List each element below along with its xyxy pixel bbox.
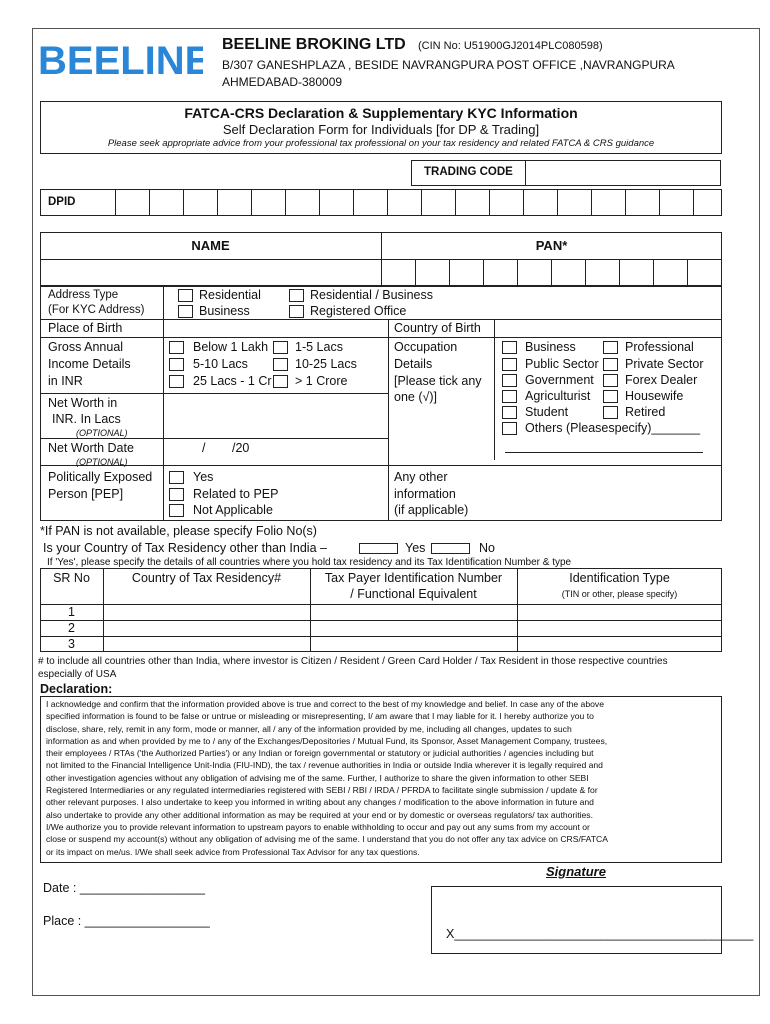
- occupation-others-label: Others (Pleasespecify)_______: [525, 421, 701, 435]
- business-label: Business: [199, 304, 250, 318]
- net-worth-label-1: Net Worth in: [48, 396, 118, 410]
- place-of-birth-input[interactable]: [164, 320, 387, 336]
- occupation-others-line[interactable]: [505, 452, 703, 453]
- occupation-student-label: Student: [525, 405, 569, 419]
- address-line-1: B/307 GANESHPLAZA , BESIDE NAVRANGPURA POST OFFICE ,NAVRANGPURA: [222, 58, 675, 72]
- income-below-1-lakh-label: Below 1 Lakh: [193, 340, 269, 354]
- occupation-retired-checkbox[interactable]: [603, 406, 618, 419]
- tax-residency-question: Is your Country of Tax Residency other than India –: [43, 541, 327, 555]
- other-info-input[interactable]: [495, 466, 721, 520]
- income-above-1-crore-checkbox[interactable]: [273, 375, 288, 388]
- occupation-government-checkbox[interactable]: [502, 374, 517, 387]
- net-worth-label-2: INR. In Lacs: [52, 412, 121, 426]
- tax-residency-yes-label: Yes: [405, 541, 426, 555]
- if-yes-note: If 'Yes', please specify the details of all countries where you hold tax residency and its Tax Identification Number & type: [47, 557, 572, 568]
- declaration-line: I acknowledge and confirm that the information provided above is true and correct to the best of my knowledge and belief. In case any of the above: [46, 699, 604, 709]
- pep-yes-label: Yes: [193, 470, 214, 484]
- business-checkbox[interactable]: [178, 305, 193, 318]
- occupation-label-1: Occupation: [394, 340, 458, 354]
- net-worth-date-optional: (OPTIONAL): [76, 457, 128, 467]
- pep-label-2: Person [PEP]: [48, 487, 124, 501]
- occupation-retired-label: Retired: [625, 405, 666, 419]
- income-25-lacs-1-cr-checkbox[interactable]: [169, 375, 184, 388]
- pep-yes-checkbox[interactable]: [169, 471, 184, 484]
- col-id-type: Identification Type: [569, 571, 670, 585]
- occupation-private-sector-label: Private Sector: [625, 357, 704, 371]
- beeline-logo: [38, 38, 203, 80]
- table-row-1-sr: 1: [68, 605, 75, 619]
- address-line-2: AHMEDABAD-380009: [222, 75, 343, 89]
- divider: [388, 319, 389, 521]
- pep-label-1: Politically Exposed: [48, 470, 153, 484]
- occupation-forex-dealer-checkbox[interactable]: [603, 374, 618, 387]
- dpid-label: DPID: [48, 196, 76, 208]
- other-info-label-1: Any other: [394, 470, 448, 484]
- occupation-business-label: Business: [525, 340, 576, 354]
- divider: [525, 160, 526, 186]
- registered-office-checkbox[interactable]: [289, 305, 304, 318]
- form-subtitle: Self Declaration Form for Individuals [for DP & Trading]: [222, 122, 540, 137]
- pep-related-label: Related to PEP: [193, 487, 279, 501]
- res-business-checkbox[interactable]: [289, 289, 304, 302]
- declaration-line: not limited to the Financial Intelligence Unit-India (FIU-IND), the tax / revenue authorities in India or outside India wherever it is legally required and: [46, 760, 603, 771]
- res-business-label: Residential / Business: [310, 288, 433, 302]
- occupation-public-sector-label: Public Sector: [525, 357, 599, 371]
- declaration-heading: Declaration:: [40, 682, 113, 696]
- declaration-line: their employees / RTAs ('the Authorized Parties') or any Indian or foreign governmental or statutory or judicial authorities / agencies including but: [46, 748, 594, 759]
- declaration-line: other investigation agencies without any obligation of advising me of the same. Further, I authorize to share the given information to other SEBI: [46, 772, 589, 783]
- gross-income-label-2: Income Details: [48, 357, 131, 371]
- tax-residency-no-label: No: [479, 541, 495, 555]
- divider: [40, 337, 722, 338]
- gross-income-label-3: in INR: [48, 374, 83, 388]
- advice-note: Please seek appropriate advice from your professional tax professional on your tax residency and related FATCA & CRS guidance: [107, 138, 655, 149]
- declaration-line: I/We authorize you to provide relevant information to upstream payors to enable withholding to occur and pay out any sums from my account or: [46, 821, 590, 832]
- company-name: BEELINE BROKING LTD: [222, 36, 406, 53]
- dpid-row[interactable]: [40, 189, 722, 216]
- table-row-3-sr: 3: [68, 637, 75, 651]
- divider: [40, 604, 722, 605]
- cin-number: (CIN No: U51900GJ2014PLC080598): [418, 40, 603, 52]
- net-worth-input[interactable]: [164, 394, 387, 437]
- col-tin-2: / Functional Equivalent: [350, 587, 477, 601]
- country-of-birth-label: Country of Birth: [394, 321, 481, 335]
- income-1-5-lacs-label: 1-5 Lacs: [295, 340, 343, 354]
- tax-residency-yes-box[interactable]: [359, 543, 398, 554]
- col-id-type-sub: (TIN or other, please specify): [561, 589, 678, 599]
- date-year: /20: [232, 441, 250, 455]
- occupation-label-3: [Please tick any: [394, 374, 482, 388]
- trading-code-label: TRADING CODE: [424, 166, 513, 178]
- income-5-10-lacs-label: 5-10 Lacs: [193, 357, 248, 371]
- hash-note-2: especially of USA: [38, 669, 117, 680]
- income-below-1-lakh-checkbox[interactable]: [169, 341, 184, 354]
- income-10-25-lacs-checkbox[interactable]: [273, 358, 288, 371]
- occupation-public-sector-checkbox[interactable]: [502, 358, 517, 371]
- place-field[interactable]: Place : __________________: [43, 914, 210, 928]
- declaration-line: also undertake to provide any other additional information as may be required at your end or by domestic or overseas regulators/ tax authorities.: [46, 809, 593, 820]
- income-25-lacs-1-cr-label: 25 Lacs - 1 Cr: [193, 374, 272, 388]
- other-info-label-2: information: [394, 487, 456, 501]
- occupation-government-label: Government: [525, 373, 594, 387]
- tax-residency-no-box[interactable]: [431, 543, 470, 554]
- occupation-professional-label: Professional: [625, 340, 694, 354]
- declaration-text: [46, 698, 718, 858]
- registered-office-label: Registered Office: [310, 304, 407, 318]
- declaration-line: information as and when provided by me to / any of the Exchanges/Depositories / Mutual Fund, its Sponsor, Asset Management Company, trustees,: [46, 735, 608, 746]
- occupation-others-checkbox[interactable]: [502, 422, 517, 435]
- pan-label: PAN*: [535, 238, 568, 253]
- net-worth-date-label: Net Worth Date: [48, 441, 134, 455]
- occupation-label-2: Details: [394, 357, 433, 371]
- col-country: Country of Tax Residency#: [131, 571, 282, 585]
- form-title: FATCA-CRS Declaration & Supplementary KYC Information: [184, 105, 578, 121]
- occupation-housewife-label: Housewife: [625, 389, 684, 403]
- divider: [40, 438, 388, 439]
- address-type-sub-label: (For KYC Address): [48, 304, 145, 316]
- occupation-private-sector-checkbox[interactable]: [603, 358, 618, 371]
- declaration-line: disclose, share, rely, remit in any form, mode or manner, all / any of the information provided by me, including all changes, updates to such: [46, 723, 572, 734]
- declaration-line: Registered Intermediaries or any regulated intermediaries registered with SEBI / RBI / IRDA / PFRDA to facilitate single submission / update & for: [46, 785, 598, 796]
- occupation-forex-dealer-label: Forex Dealer: [625, 373, 698, 387]
- gross-income-label-1: Gross Annual: [48, 340, 124, 354]
- pep-related-checkbox[interactable]: [169, 488, 184, 501]
- col-sr-no: SR No: [53, 571, 90, 585]
- declaration-line: close or suspend my account(s) without any obligation of advising me of the same. I understand that you do not offer any tax advice on CRS/FATCA: [46, 834, 608, 845]
- place-of-birth-label: Place of Birth: [48, 321, 123, 335]
- logo-graphic: [38, 38, 203, 80]
- occupation-student-checkbox[interactable]: [502, 406, 517, 419]
- logo-text: BEELINE: [38, 39, 203, 80]
- declaration-line: specified information is found to be false or untrue or misleading or misrepresenting, I/ am aware that I may liable for it. I hereby authorize you to: [46, 711, 594, 722]
- pep-not-applicable-label: Not Applicable: [193, 503, 273, 517]
- declaration-line: or its impact on me/us. I/We shall seek advice from Professional Tax Advisor for any tax questions.: [46, 846, 420, 857]
- declaration-line: other relevant purposes. I also undertake to keep you informed in writing about any changes / modification to the above information in future and: [46, 797, 594, 808]
- name-input[interactable]: [41, 260, 380, 285]
- pep-not-applicable-checkbox[interactable]: [169, 504, 184, 517]
- hash-note-1: # to include all countries other than India, where investor is Citizen / Resident / Green Card Holder / Tax Resident in those respective countries: [38, 656, 668, 667]
- divider: [40, 636, 722, 637]
- occupation-agriculturist-label: Agriculturist: [525, 389, 591, 403]
- income-10-25-lacs-label: 10-25 Lacs: [295, 357, 357, 371]
- table-row-2-sr: 2: [68, 621, 75, 635]
- address-type-label: Address Type: [48, 289, 119, 301]
- divider: [40, 620, 722, 621]
- other-info-label-3: (if applicable): [394, 503, 469, 517]
- income-5-10-lacs-checkbox[interactable]: [169, 358, 184, 371]
- occupation-business-checkbox[interactable]: [502, 341, 517, 354]
- income-1-5-lacs-checkbox[interactable]: [273, 341, 288, 354]
- residential-checkbox[interactable]: [178, 289, 193, 302]
- signature-box[interactable]: [431, 886, 722, 954]
- divider: [494, 319, 495, 460]
- pan-note: *If PAN is not available, please specify Folio No(s): [40, 524, 317, 538]
- col-tin-1: Tax Payer Identification Number: [324, 571, 503, 585]
- net-worth-optional: (OPTIONAL): [76, 428, 128, 438]
- income-above-1-crore-label: > 1 Crore: [295, 374, 348, 388]
- country-of-birth-input[interactable]: [495, 320, 721, 336]
- signature-label: Signature: [546, 864, 606, 879]
- signature-line: X___________________________________________: [446, 927, 754, 941]
- name-label: NAME: [191, 238, 230, 253]
- residential-label: Residential: [199, 288, 261, 302]
- occupation-professional-checkbox[interactable]: [603, 341, 618, 354]
- date-slash: /: [202, 441, 206, 455]
- occupation-housewife-checkbox[interactable]: [603, 390, 618, 403]
- date-field[interactable]: Date : __________________: [43, 881, 205, 895]
- occupation-agriculturist-checkbox[interactable]: [502, 390, 517, 403]
- occupation-label-4: one (√)]: [394, 390, 437, 404]
